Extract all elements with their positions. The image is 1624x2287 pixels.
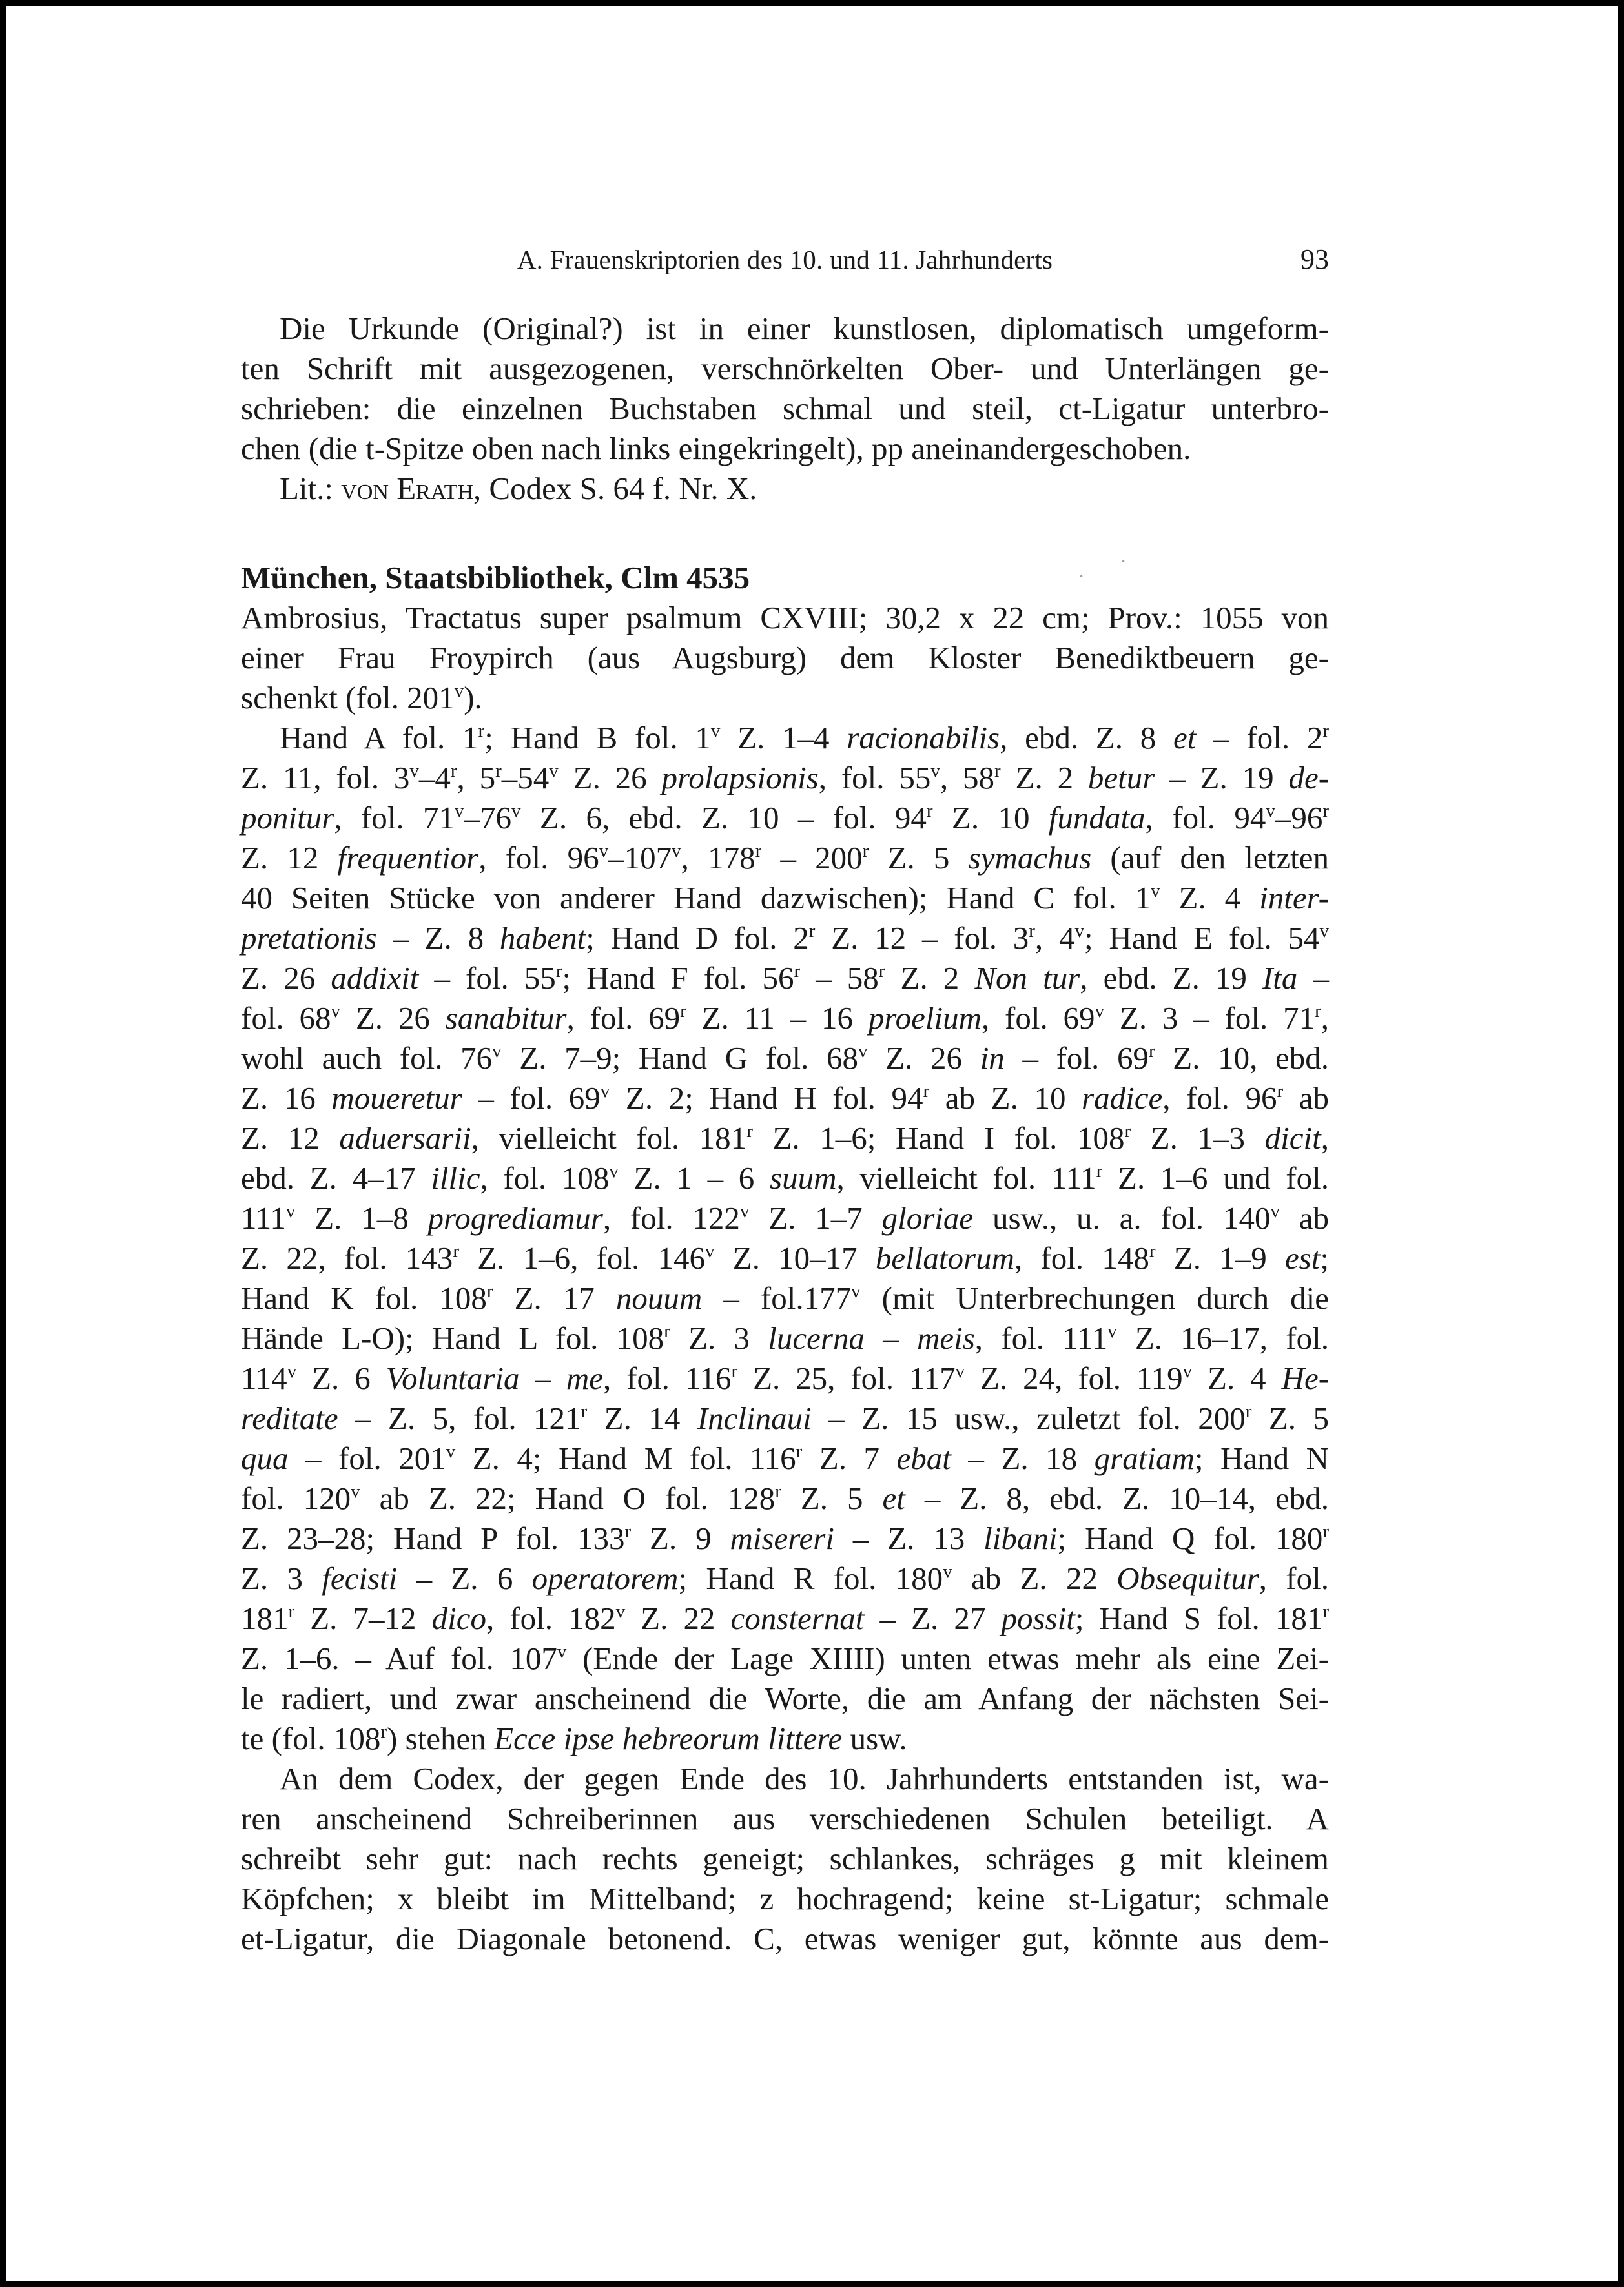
text-line: le radiert, und zwar anscheinend die Worte, die am Anfang der nächsten Sei- — [241, 1681, 1329, 1716]
text-line: Lit.: von Erath, Codex S. 64 f. Nr. X. — [280, 471, 757, 506]
text-line: 114$^v$ Z. 6 Voluntaria – me, fol. 116$^r$ Z. 25, fol. 117$^v$ Z. 24, fol. 119$^v$ Z. 4 He- — [241, 1360, 1330, 1396]
text-line: schreibt sehr gut: nach rechts geneigt; schlankes, schräges g mit kleinem — [241, 1841, 1329, 1876]
text-line: einer Frau Froypirch (aus Augsburg) dem Kloster Benediktbeuern ge- — [241, 640, 1329, 675]
section-gap — [241, 509, 1329, 558]
text-line: Z. 11, fol. 3$^v$–4$^r$, 5$^r$–54$^v$ Z. 26 prolapsionis, fol. 55$^v$, 58$^r$ Z. 2 betur – Z. 19 de- — [241, 760, 1330, 795]
text-line: Z. 1–6. – Auf fol. 107$^v$ (Ende der Lage XIIII) unten etwas mehr als eine Zei- — [241, 1641, 1329, 1676]
text-line: wohl auch fol. 76$^v$ Z. 7–9; Hand G fol. 68$^v$ Z. 26 in – fol. 69$^r$ Z. 10, ebd. — [241, 1040, 1330, 1076]
text-line: ebd. Z. 4–17 illic, fol. 108$^v$ Z. 1 – 6 suum, vielleicht fol. 111$^r$ Z. 1–6 und fol. — [241, 1160, 1329, 1196]
text-line: Z. 12 frequentior, fol. 96$^v$–107$^v$, 178$^r$ – 200$^r$ Z. 5 symachus (auf den letzten — [241, 840, 1330, 876]
page-number: 93 — [1300, 243, 1329, 275]
text-line: fol. 120$^v$ ab Z. 22; Hand O fol. 128$^r$ Z. 5 et – Z. 8, ebd. Z. 10–14, ebd. — [241, 1481, 1329, 1516]
text-line: Hände L-O); Hand L fol. 108$^r$ Z. 3 lucerna – meis, fol. 111$^v$ Z. 16–17, fol. — [241, 1320, 1329, 1356]
text-line: qua – fol. 201$^v$ Z. 4; Hand M fol. 116$^r$ Z. 7 ebat – Z. 18 gratiam; Hand N — [241, 1441, 1329, 1476]
text-line: schrieben: die einzelnen Buchstaben schmal und steil, ct-Ligatur unterbro- — [241, 391, 1329, 426]
text-line: 111$^v$ Z. 1–8 progrediamur, fol. 122$^v$ Z. 1–7 gloriae usw., u. a. fol. 140$^v$ ab — [241, 1200, 1330, 1236]
text-line: Hand K fol. 108$^r$ Z. 17 nouum – fol.177$^v$ (mit Unterbrechungen durch die — [241, 1280, 1330, 1316]
text-line: Z. 3 fecisti – Z. 6 operatorem; Hand R fol. 180$^v$ ab Z. 22 Obsequitur, fol. — [241, 1561, 1329, 1596]
text-line: ponitur, fol. 71$^v$–76$^v$ Z. 6, ebd. Z. 10 – fol. 94$^r$ Z. 10 fundata, fol. 94$^v$–96$^r$ — [241, 800, 1329, 836]
scan-speck: · — [1120, 552, 1127, 572]
text-line: reditate – Z. 5, fol. 121$^r$ Z. 14 Inclinaui – Z. 15 usw., zuletzt fol. 200$^r$ Z. 5 — [241, 1400, 1329, 1436]
text-line: Z. 23–28; Hand P fol. 133$^r$ Z. 9 misereri – Z. 13 libani; Hand Q fol. 180$^r$ — [241, 1521, 1330, 1556]
text-line: 181$^r$ Z. 7–12 dico, fol. 182$^v$ Z. 22 consternat – Z. 27 possit; Hand S fol. 181$^r$ — [241, 1601, 1330, 1636]
text-line: schenkt (fol. 201$^v$). — [241, 680, 482, 715]
text-line: Hand A fol. 1$^r$; Hand B fol. 1$^v$ Z. 1–4 racionabilis, ebd. Z. 8 et – fol. 2$^r$ — [280, 720, 1330, 755]
text-line: Ambrosius, Tractatus super psalmum CXVIII; 30,2 x 22 cm; Prov.: 1055 von — [241, 600, 1329, 635]
text-line: ten Schrift mit ausgezogenen, verschnörkelten Ober- und Unterlängen ge- — [241, 351, 1329, 386]
running-title: A. Frauenskriptorien des 10. und 11. Jahrhunderts — [517, 245, 1053, 274]
text-line: chen (die t-Spitze oben nach links eingekringelt), pp aneinandergeschoben. — [241, 431, 1191, 466]
body-text — [241, 309, 1329, 1959]
text-line: pretationis – Z. 8 habent; Hand D fol. 2$^r$ Z. 12 – fol. 3$^r$, 4$^v$; Hand E fol. 54$^v$ — [241, 920, 1329, 956]
text-line: et-Ligatur, die Diagonale betonend. C, etwas weniger gut, könnte aus dem- — [241, 1921, 1329, 1956]
text-line: fol. 68$^v$ Z. 26 sanabitur, fol. 69$^r$ Z. 11 – 16 proelium, fol. 69$^v$ Z. 3 – fol. 71$^r$, — [241, 1000, 1329, 1036]
text-line: Köpfchen; x bleibt im Mittelband; z hochragend; keine st-Ligatur; schmale — [241, 1881, 1329, 1916]
text-line: Z. 16 moueretur – fol. 69$^v$ Z. 2; Hand H fol. 94$^r$ ab Z. 10 radice, fol. 96$^r$ ab — [241, 1080, 1329, 1116]
text-line: 40 Seiten Stücke von anderer Hand dazwischen); Hand C fol. 1$^v$ Z. 4 inter- — [241, 880, 1329, 916]
text-line: An dem Codex, der gegen Ende des 10. Jahrhunderts entstanden ist, wa- — [280, 1761, 1329, 1796]
text-line: Z. 12 aduersarii, vielleicht fol. 181$^r$ Z. 1–6; Hand I fol. 108$^r$ Z. 1–3 dicit, — [241, 1120, 1330, 1156]
scan-speck: · — [1078, 567, 1085, 587]
running-header — [241, 240, 1329, 279]
text-line: Z. 26 addixit – fol. 55$^r$; Hand F fol. 56$^r$ – 58$^r$ Z. 2 Non tur, ebd. Z. 19 Ita – — [241, 960, 1329, 996]
text-line: te (fol. 108$^r$) stehen Ecce ipse hebreorum littere usw. — [241, 1721, 907, 1756]
text-line: ren anscheinend Schreiberinnen aus verschiedenen Schulen beteiligt. A — [241, 1801, 1329, 1836]
text-line: Z. 22, fol. 143$^r$ Z. 1–6, fol. 146$^v$ Z. 10–17 bellatorum, fol. 148$^r$ Z. 1–9 est; — [241, 1240, 1329, 1276]
text-line: Die Urkunde (Original?) ist in einer kunstlosen, diplomatisch umgeform- — [280, 311, 1329, 346]
section-heading: München, Staatsbibliothek, Clm 4535 — [241, 560, 750, 595]
